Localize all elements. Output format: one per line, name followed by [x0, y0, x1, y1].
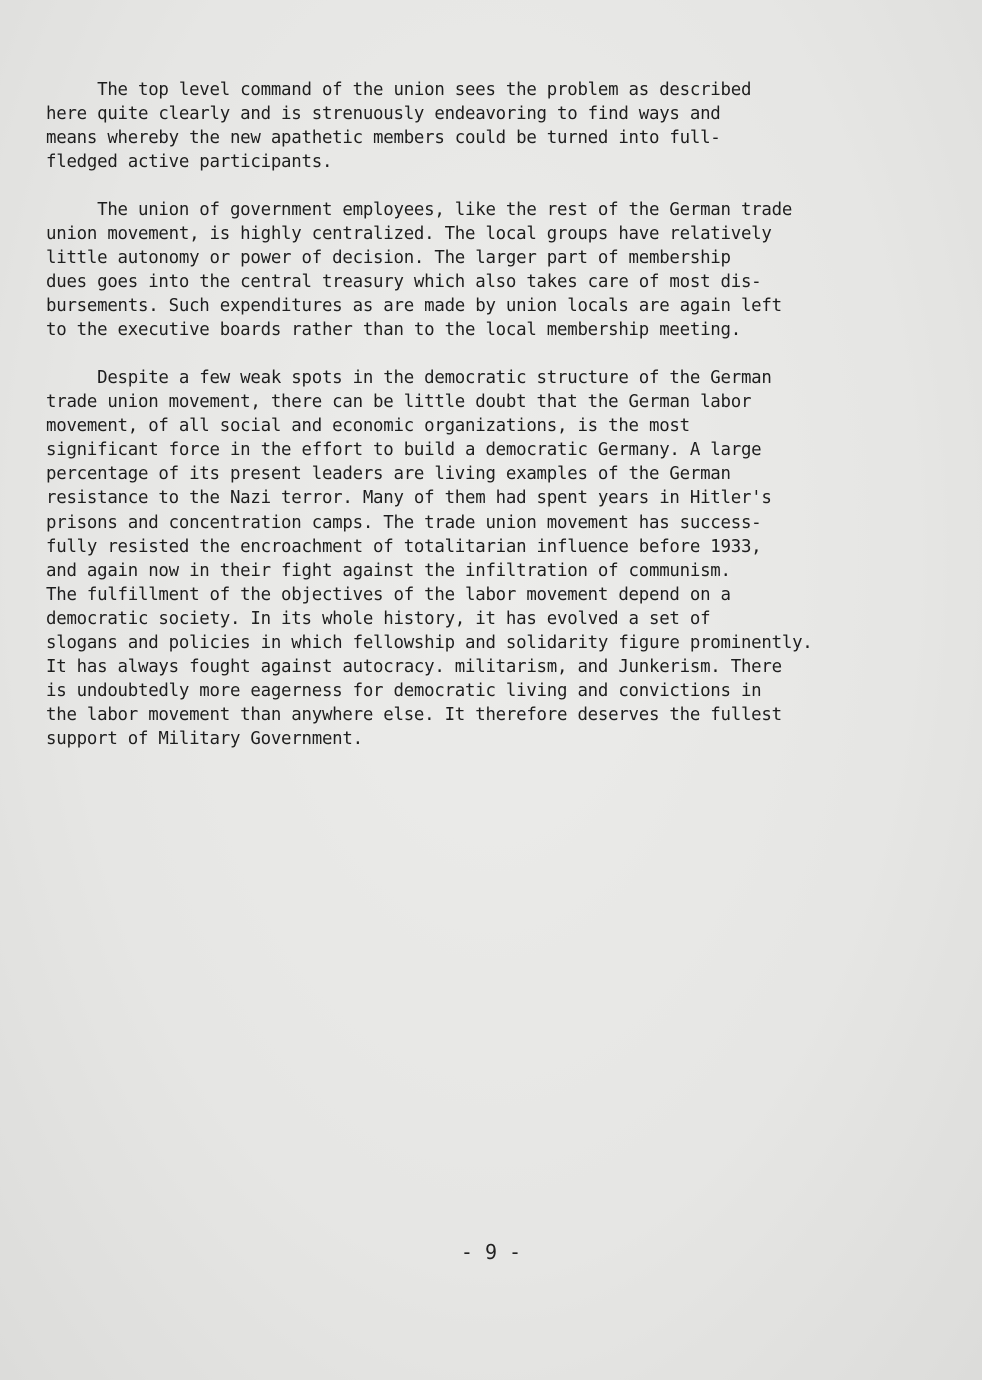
- text-line: Despite a few weak spots in the democratic structure of the German: [46, 367, 772, 388]
- text-line: bursements. Such expenditures as are made by union locals are again left: [46, 296, 782, 317]
- text-line: significant force in the effort to build a democratic Germany. A large: [46, 440, 762, 461]
- body-text: [46, 78, 946, 775]
- paragraph-union-command: [46, 78, 946, 174]
- text-line: democratic society. In its whole history, it has evolved a set of: [46, 608, 711, 629]
- text-line: means whereby the new apathetic members could be turned into full-: [46, 128, 721, 149]
- text-line: prisons and concentration camps. The trade union movement has success-: [46, 512, 762, 533]
- text-line: slogans and policies in which fellowship and solidarity figure prominently.: [46, 632, 813, 653]
- text-line: is undoubtedly more eagerness for democratic living and convictions in: [46, 681, 762, 702]
- text-line: fully resisted the encroachment of totalitarian influence before 1933,: [46, 536, 762, 557]
- text-line: fledged active participants.: [46, 152, 333, 173]
- text-line: the labor movement than anywhere else. It therefore deserves the fullest: [46, 705, 782, 726]
- text-line: support of Military Government.: [46, 729, 363, 750]
- text-line: here quite clearly and is strenuously endeavoring to find ways and: [46, 104, 721, 125]
- page-number: - 9 -: [460, 1240, 522, 1264]
- text-line: The union of government employees, like the rest of the German trade: [46, 199, 793, 220]
- paragraph-centralization: [46, 198, 946, 343]
- text-line: dues goes into the central treasury which also takes care of most dis-: [46, 272, 762, 293]
- text-line: little autonomy or power of decision. The larger part of membership: [46, 248, 731, 269]
- text-line: resistance to the Nazi terror. Many of them had spent years in Hitler's: [46, 488, 772, 509]
- text-line: to the executive boards rather than to the local membership meeting.: [46, 320, 741, 341]
- text-line: union movement, is highly centralized. The local groups have relatively: [46, 223, 772, 244]
- text-line: The top level command of the union sees the problem as described: [46, 80, 752, 100]
- text-line: The fulfillment of the objectives of the labor movement depend on a: [46, 584, 731, 605]
- text-line: movement, of all social and economic organizations, is the most: [46, 416, 690, 437]
- paragraph-democratic-force: [46, 366, 946, 752]
- text-line: It has always fought against autocracy. militarism, and Junkerism. There: [46, 657, 782, 678]
- text-line: and again now in their fight against the infiltration of communism.: [46, 560, 731, 581]
- text-line: percentage of its present leaders are living examples of the German: [46, 464, 731, 485]
- text-line: trade union movement, there can be little doubt that the German labor: [46, 392, 752, 413]
